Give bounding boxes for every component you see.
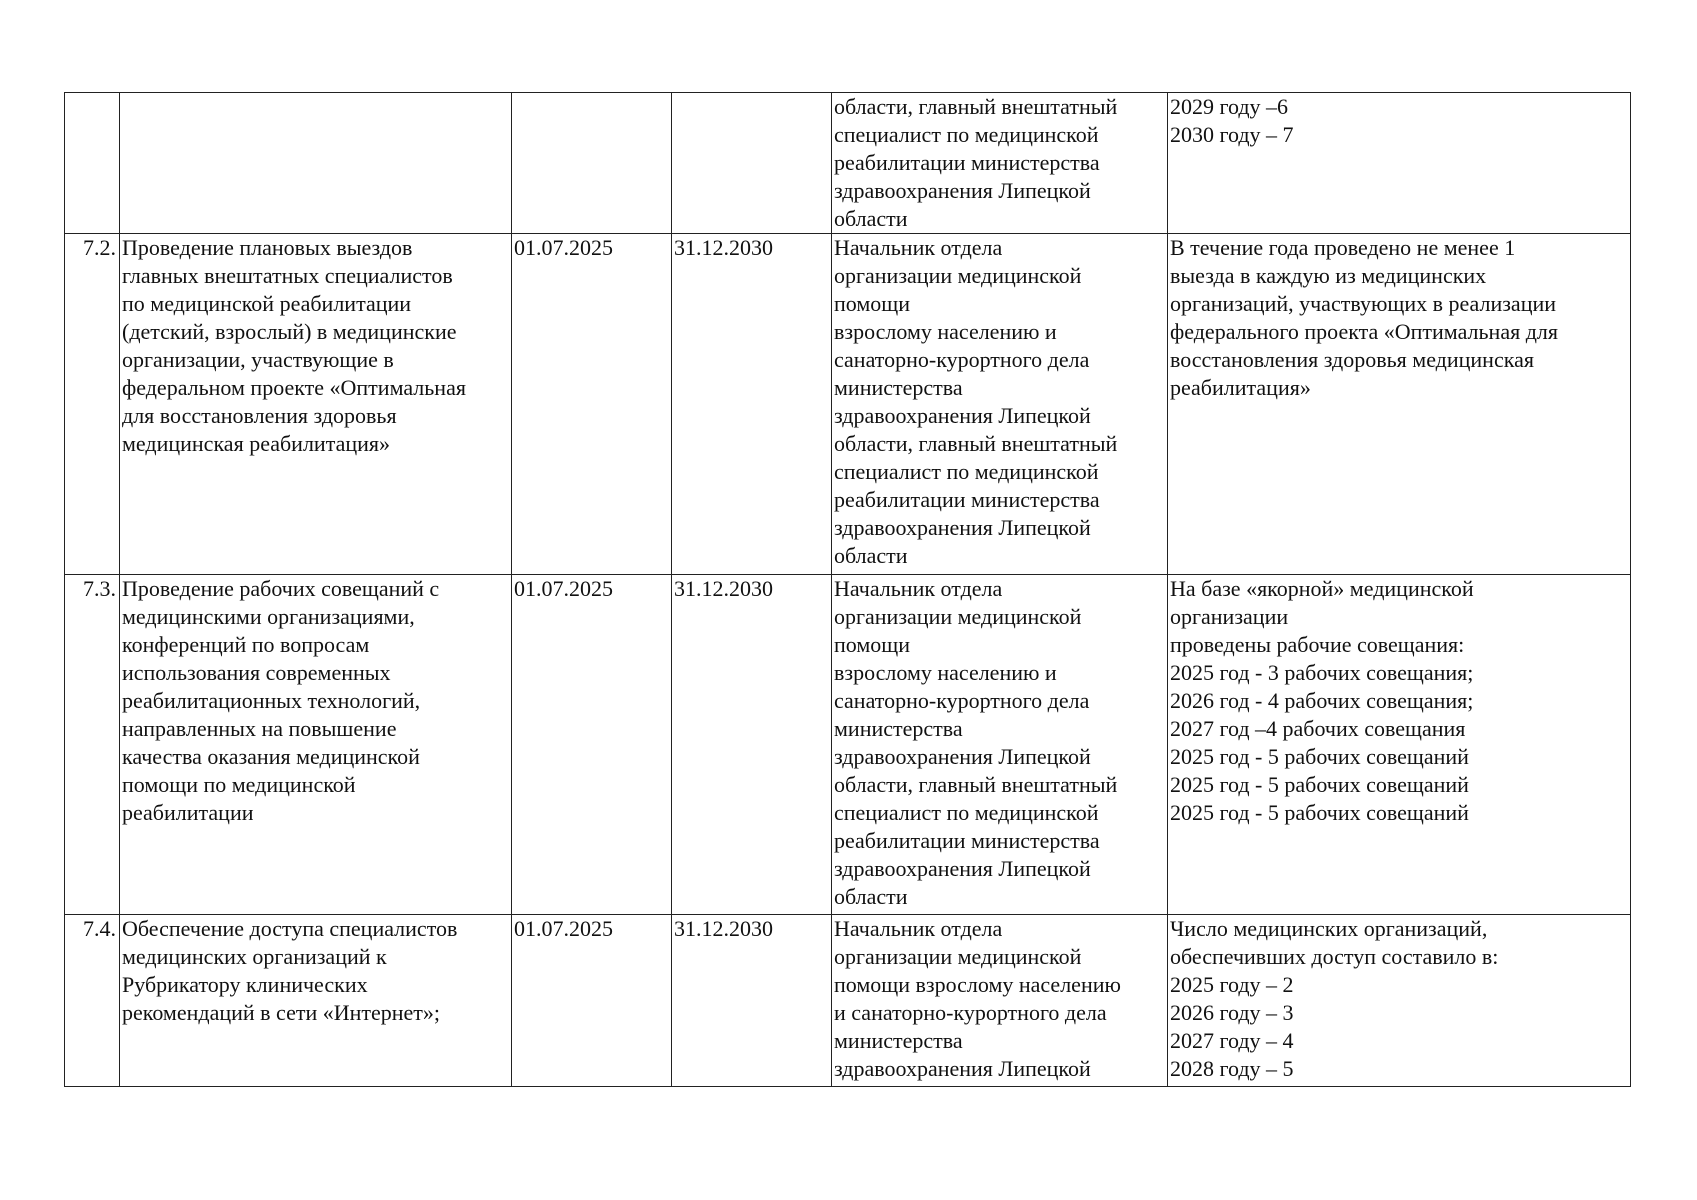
result-text-line: проведены рабочие совещания: [1170,632,1465,657]
responsible-text-line: помощи [834,291,910,316]
item-number-cell [65,93,120,234]
result-text-line: 2027 году – 4 [1170,1028,1294,1053]
responsible-text-line: здравоохранения Липецкой [834,178,1091,203]
result-text-line: реабилитация» [1170,375,1311,400]
responsible-text-line: специалист по медицинской [834,459,1099,484]
activity-text-line: конференций по вопросам [122,632,370,657]
item-number: 7.3. [83,576,116,601]
activity-text-line: направленных на повышение [122,716,397,741]
table-row [65,575,1631,915]
responsible-text-line: области [834,206,908,231]
activity-text-line: медицинская реабилитация» [122,431,391,456]
responsible-text-line: реабилитации министерства [834,487,1100,512]
end-date-cell [672,234,832,575]
result-text-line: 2026 год - 4 рабочих совещания; [1170,688,1474,713]
start-date-cell [512,915,672,1087]
start-date-cell [512,234,672,575]
activity-text-line: для восстановления здоровья [122,403,397,428]
responsible-text-line: области [834,543,908,568]
responsible-text-line: санаторно-курортного дела [834,688,1090,713]
activity-text-line: реабилитации [122,800,254,825]
responsible-text-line: санаторно-курортного дела [834,347,1090,372]
result-text-line: организации [1170,604,1289,629]
responsible-text-line: здравоохранения Липецкой [834,856,1091,881]
activity-text-line: Рубрикатору клинических [122,972,368,997]
responsible-text-line: области, главный внештатный [834,94,1118,119]
result-text-line: 2025 году – 2 [1170,972,1294,997]
responsible-cell [832,93,1168,234]
activity-text-line: главных внештатных специалистов [122,263,453,288]
responsible-cell [832,575,1168,915]
activity-text-line: рекомендаций в сети «Интернет»; [122,1000,441,1025]
responsible-text-line: министерства [834,716,963,741]
activity-text-line: Обеспечение доступа специалистов [122,916,458,941]
activity-text-line: (детский, взрослый) в медицинские [122,319,457,344]
activity-text-line: помощи по медицинской [122,772,356,797]
result-text-line: организаций, участвующих в реализации [1170,291,1557,316]
responsible-text-line: здравоохранения Липецкой [834,744,1091,769]
start-date-cell [512,575,672,915]
start-date-cell [512,93,672,234]
result-cell [1168,234,1631,575]
start-date: 01.07.2025 [514,576,613,601]
result-text-line: 2026 году – 3 [1170,1000,1294,1025]
responsible-text-line: области, главный внештатный [834,431,1118,456]
result-text-line: 2025 год - 5 рабочих совещаний [1170,744,1469,769]
responsible-text-line: реабилитации министерства [834,150,1100,175]
item-number-cell [65,234,120,575]
responsible-text-line: реабилитации министерства [834,828,1100,853]
result-text-line: 2030 году – 7 [1170,122,1294,147]
responsible-text-line: специалист по медицинской [834,122,1099,147]
responsible-cell [832,915,1168,1087]
result-text-line: В течение года проведено не менее 1 [1170,235,1516,260]
item-number-cell [65,575,120,915]
start-date: 01.07.2025 [514,235,613,260]
activity-cell [120,575,512,915]
activity-text-line: медицинскими организациями, [122,604,415,629]
table-row [65,93,1631,234]
item-number: 7.4. [83,916,116,941]
responsible-text-line: помощи взрослому населению [834,972,1121,997]
result-text-line: обеспечивших доступ составило в: [1170,944,1499,969]
result-text-line: федерального проекта «Оптимальная для [1170,319,1558,344]
activity-text-line: Проведение рабочих совещаний с [122,576,440,601]
end-date: 31.12.2030 [674,576,773,601]
responsible-text-line: Начальник отдела [834,576,1003,601]
activity-text-line: организации, участвующие в [122,347,394,372]
responsible-text-line: области, главный внештатный [834,772,1118,797]
table-row [65,915,1631,1087]
end-date-cell [672,915,832,1087]
activity-text-line: использования современных [122,660,391,685]
activity-cell [120,234,512,575]
end-date-cell [672,575,832,915]
activity-text-line: по медицинской реабилитации [122,291,412,316]
activity-text-line: Проведение плановых выездов [122,235,413,260]
result-text-line: 2025 год - 5 рабочих совещаний [1170,800,1469,825]
plan-table [64,92,1631,1087]
result-text-line: 2025 год - 3 рабочих совещания; [1170,660,1474,685]
end-date: 31.12.2030 [674,235,773,260]
result-cell [1168,575,1631,915]
result-cell [1168,93,1631,234]
result-cell [1168,915,1631,1087]
responsible-text-line: Начальник отдела [834,235,1003,260]
activity-text-line: реабилитационных технологий, [122,688,421,713]
result-text-line: выезда в каждую из медицинских [1170,263,1487,288]
responsible-text-line: здравоохранения Липецкой [834,403,1091,428]
responsible-text-line: министерства [834,375,963,400]
responsible-cell [832,234,1168,575]
responsible-text-line: специалист по медицинской [834,800,1099,825]
responsible-text-line: взрослому населению и [834,319,1057,344]
result-text-line: 2025 год - 5 рабочих совещаний [1170,772,1469,797]
table-row [65,234,1631,575]
activity-text-line: федеральном проекте «Оптимальная [122,375,466,400]
start-date: 01.07.2025 [514,916,613,941]
result-text-line: 2029 году –6 [1170,94,1289,119]
responsible-text-line: и санаторно-курортного дела [834,1000,1107,1025]
responsible-text-line: Начальник отдела [834,916,1003,941]
activity-text-line: качества оказания медицинской [122,744,420,769]
item-number: 7.2. [83,235,116,260]
result-text-line: 2028 году – 5 [1170,1056,1294,1081]
responsible-text-line: помощи [834,632,910,657]
responsible-text-line: области [834,884,908,909]
responsible-text-line: организации медицинской [834,604,1082,629]
activity-text-line: медицинских организаций к [122,944,387,969]
responsible-text-line: здравоохранения Липецкой [834,515,1091,540]
responsible-text-line: министерства [834,1028,963,1053]
responsible-text-line: организации медицинской [834,263,1082,288]
result-text-line: На базе «якорной» медицинской [1170,576,1474,601]
end-date-cell [672,93,832,234]
end-date: 31.12.2030 [674,916,773,941]
item-number-cell [65,915,120,1087]
responsible-text-line: здравоохранения Липецкой [834,1056,1091,1081]
responsible-text-line: взрослому населению и [834,660,1057,685]
result-text-line: восстановления здоровья медицинская [1170,347,1534,372]
activity-cell [120,93,512,234]
responsible-text-line: организации медицинской [834,944,1082,969]
result-text-line: 2027 год –4 рабочих совещания [1170,716,1466,741]
activity-cell [120,915,512,1087]
result-text-line: Число медицинских организаций, [1170,916,1488,941]
